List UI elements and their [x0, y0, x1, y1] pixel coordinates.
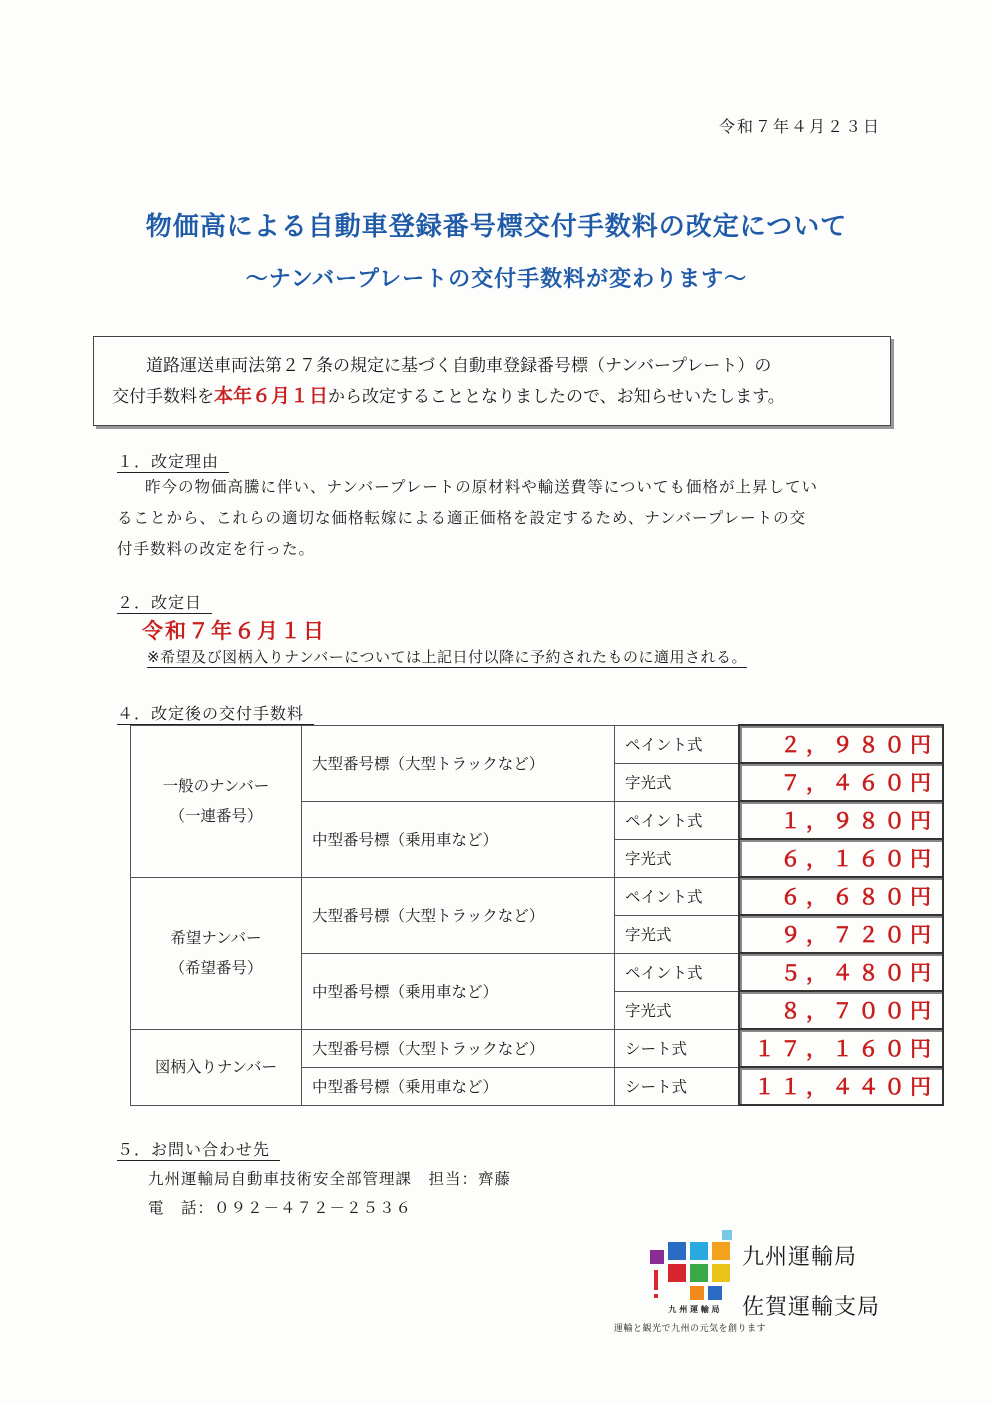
- type-glow: 字光式: [615, 915, 740, 953]
- type-paint: ペイント式: [615, 801, 740, 839]
- category-wish-label: 希望ナンバー: [170, 929, 262, 947]
- plate-size-medium: 中型番号標（乗用車など）: [302, 953, 615, 1029]
- logo-square: [690, 1286, 704, 1300]
- type-sheet: シート式: [615, 1067, 740, 1105]
- type-sheet: シート式: [615, 1029, 740, 1067]
- price-cell: １，９８０円: [739, 801, 943, 839]
- notice-line-2-post: から改定することとなりましたので、お知らせいたします。: [328, 387, 785, 407]
- type-glow: 字光式: [615, 839, 740, 877]
- logo-exclaim-dot: [654, 1294, 658, 1298]
- reason-line-1: 昨今の物価高騰に伴い、ナンバープレートの原材料や輸送費等についても価格が上昇してい: [145, 478, 818, 496]
- price-cell: ９，７２０円: [739, 915, 943, 953]
- revision-note: ※希望及び図柄入りナンバーについては上記日付以降に予約されたものに適用される。: [147, 648, 747, 666]
- price-cell: ２，９８０円: [739, 725, 943, 763]
- logo-square: [690, 1264, 708, 1282]
- logo-square: [668, 1242, 686, 1260]
- type-paint: ペイント式: [615, 877, 740, 915]
- price-cell: ５，４８０円: [739, 953, 943, 991]
- logo-square: [712, 1264, 730, 1282]
- kyushu-transport-logo-icon: [648, 1228, 740, 1314]
- page-subtitle: ～ナンバープレートの交付手数料が変わります～: [245, 267, 748, 292]
- plate-size-medium: 中型番号標（乗用車など）: [302, 1067, 615, 1105]
- notice-line-2-pre: 交付手数料を: [112, 387, 214, 407]
- price-cell: １１，４４０円: [739, 1067, 943, 1105]
- logo-square: [712, 1242, 730, 1260]
- logo-square: [690, 1242, 708, 1260]
- category-general-label: 一般のナンバー: [162, 777, 270, 795]
- section-heading-contact: ５．お問い合わせ先: [117, 1137, 280, 1161]
- bureau-name-saga: 佐賀運輸支局: [742, 1295, 881, 1320]
- category-general-sublabel: （一連番号）: [169, 807, 263, 825]
- price-cell: ６，１６０円: [739, 839, 943, 877]
- reason-line-3: 付手数料の改定を行った。: [117, 540, 316, 558]
- issue-date: 令和７年４月２３日: [718, 117, 881, 136]
- plate-size-large: 大型番号標（大型トラックなど）: [302, 725, 615, 801]
- section-heading-date: ２．改定日: [117, 590, 212, 614]
- price-cell: １７，１６０円: [739, 1029, 943, 1067]
- logo-square: [668, 1264, 686, 1282]
- notice-line-2: [112, 381, 880, 412]
- revision-date: 令和７年６月１日: [142, 619, 326, 643]
- plate-size-large: 大型番号標（大型トラックなど）: [302, 1029, 615, 1067]
- type-glow: 字光式: [615, 763, 740, 801]
- type-paint: ペイント式: [615, 725, 740, 763]
- logo-exclaim: [654, 1270, 658, 1290]
- bureau-name-kyushu: 九州運輸局: [742, 1245, 858, 1270]
- logo-text: 九 州 運 輸 局: [668, 1305, 720, 1314]
- section-heading-fees: ４．改定後の交付手数料: [117, 701, 314, 725]
- logo-square: [722, 1230, 732, 1240]
- logo-square: [708, 1286, 722, 1300]
- reason-line-2: ることから、これらの適切な価格転嫁による適正価格を設定するため、ナンバープレートの交: [117, 509, 807, 527]
- category-wish-sublabel: （希望番号）: [169, 959, 263, 977]
- price-cell: ６，６８０円: [739, 877, 943, 915]
- type-paint: ペイント式: [615, 953, 740, 991]
- fee-table: [130, 724, 944, 1106]
- contact-phone: 電 話：０９２－４７２－２５３６: [148, 1199, 413, 1217]
- price-cell: ８，７００円: [739, 991, 943, 1029]
- motto-text: 運輸と観光で九州の元気を創ります: [614, 1324, 767, 1334]
- reason-paragraph: [117, 472, 877, 565]
- category-wish: [131, 877, 302, 1029]
- plate-size-large: 大型番号標（大型トラックなど）: [302, 877, 615, 953]
- contact-department: 九州運輸局自動車技術安全部管理課 担当：齊藤: [148, 1170, 512, 1188]
- notice-line-1: 道路運送車両法第２７条の規定に基づく自動車登録番号標（ナンバープレート）の: [146, 356, 772, 376]
- price-cell: ７，４６０円: [739, 763, 943, 801]
- category-general: [131, 725, 302, 877]
- plate-size-medium: 中型番号標（乗用車など）: [302, 801, 615, 877]
- notice-box: [93, 336, 891, 426]
- notice-highlight-date: 本年６月１日: [214, 385, 329, 407]
- type-glow: 字光式: [615, 991, 740, 1029]
- page-title: 物価高による自動車登録番号標交付手数料の改定について: [145, 212, 848, 242]
- logo-square: [650, 1250, 664, 1264]
- category-design: 図柄入りナンバー: [131, 1029, 302, 1105]
- section-heading-reason: １．改定理由: [117, 449, 229, 473]
